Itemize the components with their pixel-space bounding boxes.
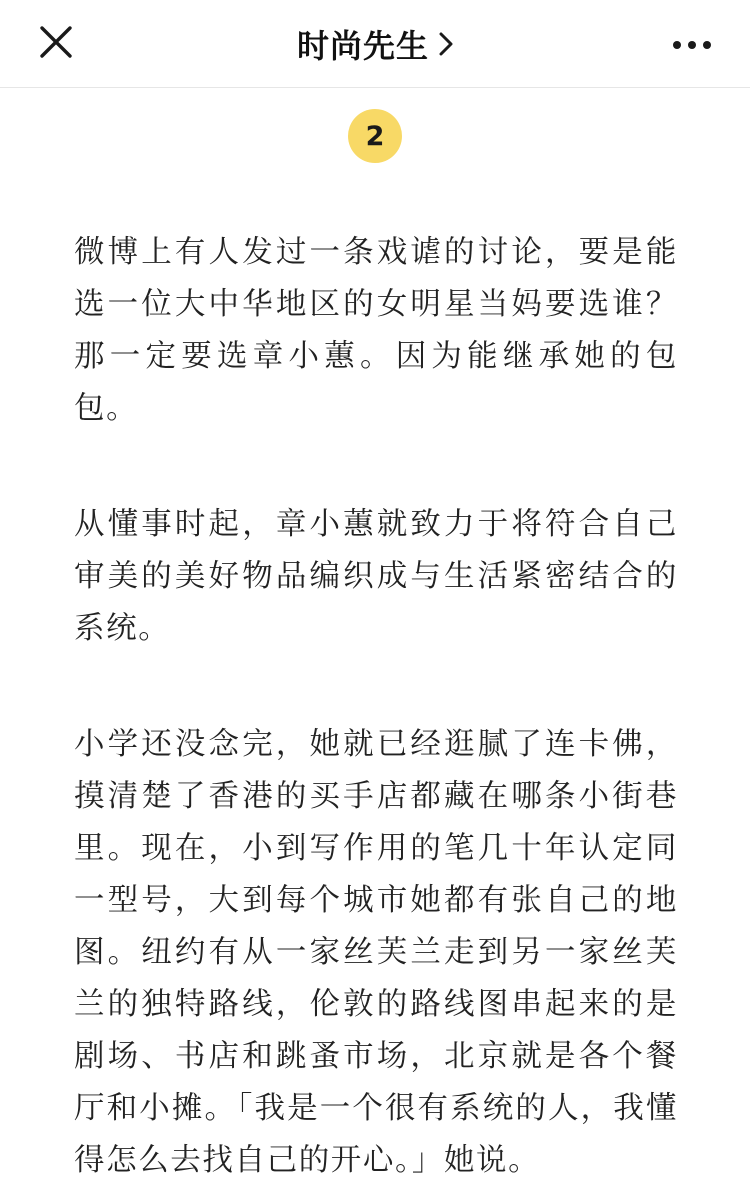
close-icon (39, 25, 73, 63)
article-paragraph: 微博上有人发过一条戏谑的讨论，要是能选一位大中华地区的女明星当妈要选谁？那一定要选章小蕙。因为能继承她的包包。 (74, 235, 678, 426)
account-name-link[interactable] (297, 21, 453, 67)
article-paragraph: 从懂事时起，章小蕙就致力于将符合自己审美的美好物品编织成与生活紧密结合的系统。 (74, 507, 678, 646)
top-navigation-bar (0, 0, 750, 88)
more-dots-icon (672, 35, 712, 54)
article-paragraph: 小学还没念完，她就已经逛腻了连卡佛，摸清楚了香港的买手店都藏在哪条小街巷里。现在，小到写作用的笔几十年认定同一型号，大到每个城市她都有张自己的地图。纽约有从一家丝芙兰走到另一家丝芙兰的独特路线，伦敦的路线图串起来的是剧场、书店和跳蚤市场，北京就是各个餐厅和小摊。「我是一个很有系统的人，我懂得怎么去找自己的开心。」她说。 (74, 727, 678, 1178)
section-number-badge: 2 (348, 109, 402, 163)
chevron-right-icon (439, 32, 453, 56)
article-body (74, 227, 678, 1187)
close-button[interactable] (30, 20, 82, 68)
more-options-button[interactable] (664, 22, 720, 66)
account-name: 时尚先生 (296, 27, 429, 65)
